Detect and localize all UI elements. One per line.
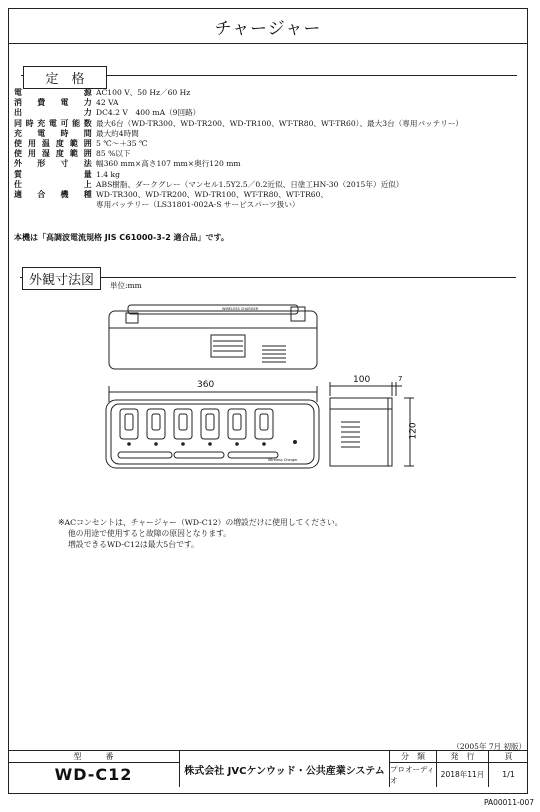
spec-label: 出力: [14, 108, 92, 118]
page-header: 頁: [489, 751, 528, 763]
small-dimension: 7: [398, 375, 403, 383]
title-block: [8, 750, 528, 787]
spec-label: 質量: [14, 169, 92, 179]
depth-dimension: 100: [353, 375, 371, 385]
spec-value: 幅360 mm×高さ107 mm×奥行120 mm: [96, 159, 241, 169]
spec-value: 専用バッテリー（LS31801-002A-S サービスパーツ扱い）: [96, 200, 300, 210]
side-brand-label: WIRELESS CHARGER: [222, 307, 259, 311]
issue-cell: [437, 751, 489, 787]
spec-row: [14, 159, 463, 169]
width-dimension: 360: [197, 380, 215, 390]
model-number: WD-C12: [54, 765, 133, 784]
edition-date: （2005年 7月 初版）: [452, 742, 526, 751]
unit-label: 単位:mm: [110, 281, 142, 290]
spec-row: [14, 200, 463, 210]
company-name: 株式会社 JVCケンウッド・公共産業システム: [184, 765, 385, 777]
spec-row: [14, 139, 463, 149]
spec-row: [14, 170, 463, 180]
spec-heading: 定 格: [23, 66, 107, 89]
category-cell: [390, 751, 437, 787]
spec-label: 外形寸法: [14, 159, 92, 169]
spec-row: [14, 129, 463, 139]
spec-value: 最大6台（WD-TR300、WD-TR200、WD-TR100、WT-TR80、WT-TR60）、最大3台（専用バッテリー）: [96, 118, 464, 128]
spec-row: [14, 180, 463, 190]
category-header: 分 類: [390, 751, 436, 763]
spec-value: AC100 V、50 Hz／60 Hz: [96, 88, 191, 97]
spec-row: [14, 108, 463, 118]
spec-value: 最大約4時間: [96, 128, 139, 138]
spec-value: 85 %以下: [96, 149, 131, 159]
drawing-heading: 外観寸法図: [22, 267, 101, 290]
spec-label: 使用湿度範囲: [14, 149, 92, 159]
spec-row: [14, 88, 463, 98]
note-line: 他の用途で使用すると故障の原因となります。: [68, 529, 232, 538]
page-title: チャージャー: [9, 9, 527, 44]
spec-table: [14, 88, 463, 210]
page-number: 1/1: [502, 770, 515, 779]
spec-row: [14, 119, 463, 129]
category-value: プロオーディオ: [390, 764, 435, 785]
spec-label: 消費電力: [14, 98, 92, 108]
spec-label: 同時充電可能数: [14, 118, 92, 128]
spec-value: WD-TR300、WD-TR200、WD-TR100、WT-TR80、WT-TR60、: [96, 190, 329, 200]
spec-value: DC4.2 V 400 mA（9回路）: [96, 108, 201, 118]
spec-label: 電源: [14, 88, 92, 97]
company-cell: [180, 751, 390, 787]
spec-label: 使用温度範囲: [14, 139, 92, 149]
spec-value: 5 ℃～＋35 ℃: [96, 139, 148, 149]
spec-row: [14, 149, 463, 159]
spec-value: 1.4 kg: [96, 169, 120, 179]
spec-label: 仕上: [14, 179, 92, 189]
spec-label: 充電時間: [14, 128, 92, 138]
issue-date: 2018年11月: [440, 770, 485, 779]
document-number: PA00011-007: [483, 798, 534, 807]
issue-header: 発 行: [437, 751, 488, 763]
spec-value: ABS樹脂、ダークグレー（マンセル1.5Y2.5／0.2近似、日塗工HN-30（2015年）近似）: [96, 179, 404, 189]
note-line: 増設できるWD-C12は最大5台です。: [68, 540, 199, 549]
model-header: 型 番: [8, 751, 179, 763]
ac-outlet-note: [58, 517, 342, 550]
height-dimension: 120: [408, 422, 419, 440]
model-cell: [8, 751, 180, 787]
spec-label: 適合機種: [14, 190, 92, 200]
spec-row: [14, 98, 463, 108]
spec-row: [14, 190, 463, 200]
front-brand-label: Wireless Charger: [268, 458, 298, 462]
note-line: ※ACコンセントは、チャージャー（WD-C12）の増設だけに使用してください。: [58, 518, 343, 527]
spec-value: 42 VA: [96, 98, 119, 108]
compliance-note: 本機は「高調波電流規格 JIS C61000-3-2 適合品」です。: [14, 233, 229, 242]
page-cell: [489, 751, 528, 787]
spec-label: [14, 200, 96, 210]
